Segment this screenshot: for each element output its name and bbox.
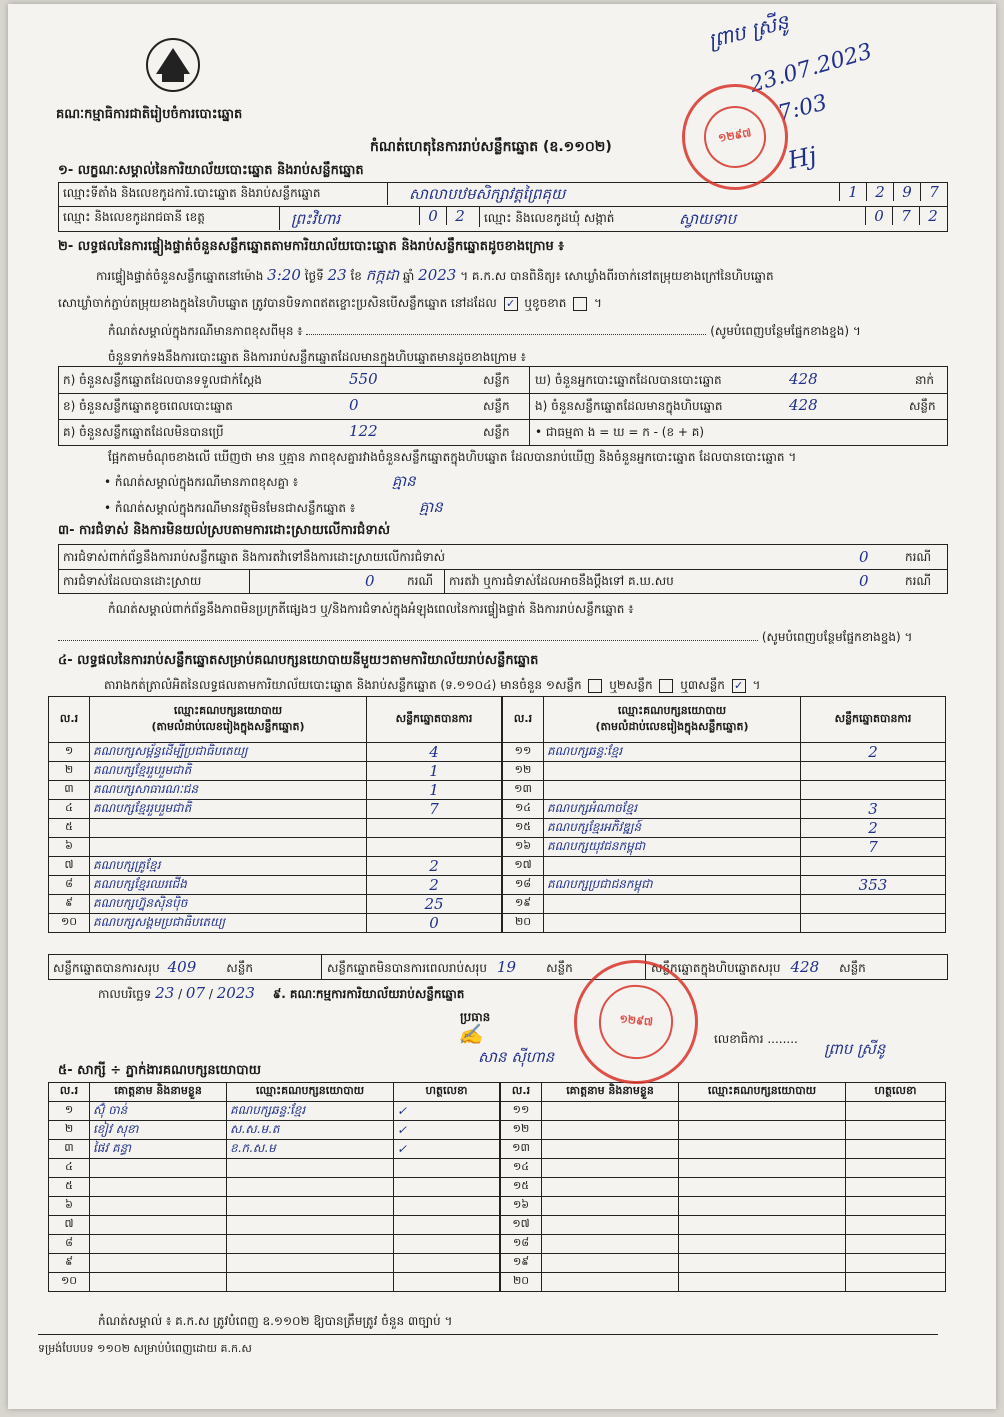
results-table-right	[502, 696, 946, 933]
row-number: ៨	[49, 876, 90, 895]
row-number: ១១	[503, 743, 544, 762]
unit-label: ករណី	[407, 574, 434, 588]
result-row	[503, 857, 946, 876]
witness-row	[501, 1140, 946, 1159]
witness-name	[90, 1197, 227, 1216]
result-row	[49, 800, 502, 819]
discrepancy-line: ផ្អែកតាមចំណុចខាងលើ ឃើញថា មាន ឬគ្មាន ភាពខុសគ្នារវាងចំនួនសន្លឹកឆ្នោតក្នុងហិបឆ្នោត ដែលបានរាប់ឃើញ និងចំនួនអ្នកបោះឆ្នោត ដែលបានបោះឆ្នោត ។	[108, 450, 797, 464]
commune-value: ស្វាយទាប	[679, 210, 737, 228]
count-table	[58, 366, 948, 446]
witness-table-right	[500, 1082, 946, 1292]
witness-party	[679, 1197, 846, 1216]
witness-party	[227, 1254, 394, 1273]
row-number: ៣	[49, 1140, 90, 1159]
witness-party	[679, 1102, 846, 1121]
result-row	[503, 838, 946, 857]
party-name	[544, 914, 801, 933]
party-name: គណបក្សអំណាចខ្មែរ	[544, 800, 801, 819]
witness-signature[interactable]: ✓	[394, 1140, 500, 1159]
unit-label: សន្លឹក	[483, 373, 510, 387]
witness-name	[90, 1216, 227, 1235]
witness-name: ស៊ុំ ចាន់	[90, 1102, 227, 1121]
witness-signature[interactable]	[846, 1254, 946, 1273]
foreign-object-note: • កំណត់សម្គាល់ក្នុងករណីមានវត្ថុមិនមែនជាសន្លឹកឆ្នោត ៖ គ្មាន	[104, 498, 443, 516]
diff-value: គ្មាន	[391, 472, 416, 490]
vote-count	[367, 838, 502, 857]
witness-signature[interactable]: ✓	[394, 1121, 500, 1140]
result-row	[49, 762, 502, 781]
witness-row	[501, 1121, 946, 1140]
row-number: ២	[49, 762, 90, 781]
result-row	[49, 819, 502, 838]
witness-row	[49, 1197, 500, 1216]
witness-row	[501, 1159, 946, 1178]
witness-party: ស.ស.ម.ត	[227, 1121, 394, 1140]
col-party: ឈ្មោះគណបក្សនយោបាយ (តាមលំដាប់លេខរៀងក្នុងសន្លឹកឆ្នោត)	[544, 697, 801, 743]
witness-party	[679, 1121, 846, 1140]
unit-label: សន្លឹក	[483, 425, 510, 439]
col-no: ល.រ	[49, 697, 90, 743]
witness-name	[542, 1235, 679, 1254]
col-no: ល.រ	[49, 1083, 90, 1102]
damaged-checkbox[interactable]	[573, 297, 587, 311]
vote-count: 0	[367, 914, 502, 933]
vote-count	[801, 857, 946, 876]
witness-party	[227, 1197, 394, 1216]
result-row	[49, 781, 502, 800]
witness-row	[501, 1102, 946, 1121]
col-name: គោត្តនាម និងនាមខ្លួន	[542, 1083, 679, 1102]
result-row	[49, 838, 502, 857]
result-row	[503, 914, 946, 933]
vote-count: 2	[801, 819, 946, 838]
witness-signature[interactable]	[846, 1273, 946, 1292]
verify-time: 3:20	[267, 266, 301, 284]
party-name: គណបក្សសម្ព័ន្ធដើម្បីប្រជាធិបតេយ្យ	[90, 743, 367, 762]
result-row	[503, 819, 946, 838]
col-name: គោត្តនាម និងនាមខ្លួន	[90, 1083, 227, 1102]
witness-row	[49, 1121, 500, 1140]
vote-count: 25	[367, 895, 502, 914]
row-number: ៥	[49, 1178, 90, 1197]
unit-label: ករណី	[905, 574, 932, 588]
irregularity-note: កំណត់សម្គាល់ពាក់ព័ន្ធនឹងភាពមិនប្រក្រតីផ្សេងៗ ឬ/និងការជំទាស់ក្នុងអំឡុងពេលនៃការផ្ទៀងផ្ទាត់ និងការរាប់សន្លឹកឆ្នោត ៖	[108, 602, 634, 616]
witness-party	[679, 1273, 846, 1292]
col-votes: សន្លឹកឆ្នោតបានការ	[801, 697, 946, 743]
row-number: ៩	[49, 895, 90, 914]
result-row	[503, 762, 946, 781]
row-number: ១៦	[503, 838, 544, 857]
date-year: 2023	[216, 984, 255, 1002]
witness-party	[227, 1273, 394, 1292]
witness-signature[interactable]	[394, 1216, 500, 1235]
difference-note: កំណត់សម្គាល់ក្នុងករណីមានភាពខុសពីមុន ៖ (សូមបំពេញបន្ថែមផ្នែកខាងខ្នង) ។	[108, 324, 861, 338]
vote-count	[367, 819, 502, 838]
row-number: ៦	[49, 1197, 90, 1216]
vote-count: 1	[367, 781, 502, 800]
row-number: ៤	[49, 800, 90, 819]
witness-signature[interactable]	[394, 1197, 500, 1216]
section3-heading: ៣- ការជំទាស់ និងការមិនយល់ស្របតាមការដោះស្រាយលើការជំទាស់	[58, 523, 390, 538]
row-number: ១៥	[503, 819, 544, 838]
col-no: ល.រ	[501, 1083, 542, 1102]
emblem-logo	[140, 34, 206, 96]
result-row	[503, 800, 946, 819]
irregularity-fill: (សូមបំពេញបន្ថែមផ្នែកខាងខ្នង) ។	[58, 630, 912, 644]
section4-heading: ៤- លទ្ធផលនៃការរាប់សន្លឹកឆ្នោតសម្រាប់គណបក្សនយោបាយនីមួយៗតាមការិយាល័យរាប់សន្លឹកឆ្នោត	[58, 653, 539, 668]
unused-label: គ) ចំនួនសន្លឹកឆ្នោតដែលមិនបានប្រើ	[63, 425, 224, 439]
row-number: ១០	[49, 1273, 90, 1292]
chair-label: ប្រធាន	[460, 1010, 491, 1024]
total-in-box: សន្លឹកឆ្នោតក្នុងហិបឆ្នោតសរុប 428 សន្លឹក	[651, 958, 866, 976]
party-name: គណបក្សគ្រូខ្មែរ	[90, 857, 367, 876]
vote-count: 2	[367, 857, 502, 876]
col-votes: សន្លឹកឆ្នោតបានការ	[367, 697, 502, 743]
resolved-value: 0	[365, 572, 375, 590]
result-row	[503, 895, 946, 914]
witness-name	[542, 1273, 679, 1292]
witness-name	[542, 1121, 679, 1140]
location-label: ឈ្មោះទីតាំង និងលេខកូដការិ.បោះឆ្នោត និងរាប់សន្លឹកឆ្នោត	[63, 186, 321, 200]
row-number: ៨	[49, 1235, 90, 1254]
witness-signature[interactable]	[394, 1273, 500, 1292]
spoiled-label: ខ) ចំនួនសន្លឹកឆ្នោតខូចពេលបោះឆ្នោត	[63, 399, 233, 413]
vote-count: 7	[801, 838, 946, 857]
result-row	[503, 876, 946, 895]
witness-signature[interactable]	[846, 1235, 946, 1254]
result-row	[503, 743, 946, 762]
objections-table	[58, 544, 948, 594]
unit-label: នាក់	[915, 373, 935, 387]
witness-name	[90, 1178, 227, 1197]
witness-party: ខ.ក.ស.ម	[227, 1140, 394, 1159]
witness-party	[679, 1254, 846, 1273]
witness-party	[227, 1178, 394, 1197]
unit-label: ករណី	[905, 550, 932, 564]
secretary-name: ព្រាប ស្រីនូ	[824, 1040, 886, 1058]
witness-signature[interactable]	[394, 1235, 500, 1254]
col-party: ឈ្មោះគណបក្សនយោបាយ (តាមលំដាប់លេខរៀងក្នុងសន្លឹកឆ្នោត)	[90, 697, 367, 743]
party-name: គណបក្សខ្មែរអភិវឌ្ឍន៍	[544, 819, 801, 838]
vote-count: 2	[801, 743, 946, 762]
intact-checkbox[interactable]: ✓	[504, 297, 518, 311]
witness-party	[679, 1140, 846, 1159]
party-name	[544, 762, 801, 781]
received-value: 550	[349, 370, 378, 388]
top-date: 23.07.2023	[746, 39, 875, 98]
witness-name	[542, 1254, 679, 1273]
vote-count: 2	[367, 876, 502, 895]
witness-name	[542, 1140, 679, 1159]
row-number: ២	[49, 1121, 90, 1140]
vote-count: 3	[801, 800, 946, 819]
witness-row	[49, 1216, 500, 1235]
in-box-label: ង) ចំនួនសន្លឹកឆ្នោតដែលមានក្នុងហិបឆ្នោត	[535, 399, 723, 413]
witness-name: ខៀវ សុខា	[90, 1121, 227, 1140]
foreign-object-value: គ្មាន	[418, 498, 443, 516]
diff-note: • កំណត់សម្គាល់ក្នុងករណីមានភាពខុសគ្នា ៖ គ្មាន	[104, 472, 416, 490]
party-name	[544, 781, 801, 800]
witness-party	[679, 1216, 846, 1235]
appeal-label: ការតវ៉ា ឬការជំទាស់ដែលអាចនឹងប្តឹងទៅ គ.ឃ.សប	[449, 574, 674, 588]
top-initials: Hj	[785, 141, 819, 175]
in-box-value: 428	[789, 396, 818, 414]
form-code: ទម្រង់បែបបទ ១១០២ សម្រាប់បំពេញដោយ គ.ក.ស	[38, 1342, 252, 1355]
vote-count	[801, 762, 946, 781]
unit-label: សន្លឹក	[909, 399, 936, 413]
official-stamp-bottom: ១២៩៧	[568, 954, 704, 1090]
witness-name: ផៃវ គន្ធា	[90, 1140, 227, 1159]
witness-signature[interactable]	[846, 1121, 946, 1140]
col-no: ល.រ	[503, 697, 544, 743]
form-page	[8, 4, 996, 1409]
witness-signature[interactable]	[394, 1254, 500, 1273]
row-number: ១២	[501, 1121, 542, 1140]
section5-heading: ៥- សាក្សី ÷ ភ្នាក់ងារគណបក្សនយោបាយ	[58, 1063, 261, 1078]
total-valid: សន្លឹកឆ្នោតបានការសរុប 409 សន្លឹក	[53, 958, 253, 976]
footnote: កំណត់សម្គាល់ ៖ គ.ក.ស ត្រូវបំពេញ ឧ.១១០២ ឱ្យបានត្រឹមត្រូវ ចំនួន ៣ច្បាប់ ។	[98, 1314, 453, 1328]
witness-signature[interactable]	[846, 1159, 946, 1178]
witness-signature[interactable]	[846, 1197, 946, 1216]
vote-count	[801, 895, 946, 914]
row-number: ៩	[49, 1254, 90, 1273]
secretary-label: លេខាធិការ ........	[714, 1032, 798, 1046]
row-number: ១៨	[503, 876, 544, 895]
verify-line: ការផ្ទៀងផ្ទាត់ចំនួនសន្លឹកឆ្នោតនៅម៉ោង 3:20 ថ្ងៃទី 23 ខែ កក្កដា ឆ្នាំ 2023 ។ គ.ក.ស បានពិនិត្យ៖ សោឃ្លាំងពីរចាក់នៅតម្រុយខាងក្រៅនៃហិបឆ្នោត	[96, 266, 774, 284]
date-day: 23	[155, 984, 175, 1002]
province-value: ព្រះវិហារ	[291, 210, 341, 228]
top-time: 7:03	[775, 90, 830, 127]
witness-party	[679, 1178, 846, 1197]
party-name: គណបក្សខ្មែររួបរួមជាតិ	[90, 800, 367, 819]
witness-name	[542, 1159, 679, 1178]
voters-value: 428	[789, 370, 818, 388]
form-title: កំណត់ហេតុនៃការរាប់សន្លឹកឆ្នោត (ឧ.១១០២)	[370, 139, 612, 155]
seal-line: សោឃ្លាំចាក់ភ្ជាប់តម្រុយខាងក្នុងនៃហិបឆ្នោត ត្រូវបានបិទភាពឥតខ្ចោះប្រសិនបើសន្លឹកឆ្នោត នៅដដែល ✓ ឬខូចខាត ។	[58, 296, 602, 310]
results-table-left	[48, 696, 502, 933]
date-month: 07	[185, 984, 206, 1002]
party-name: គណបក្សយុវជនកម្ពុជា	[544, 838, 801, 857]
party-name: គណបក្សហ្វ៊ុនស៊ិនប៉ិច	[90, 895, 367, 914]
witness-row	[501, 1197, 946, 1216]
witness-name	[542, 1216, 679, 1235]
witness-signature[interactable]	[846, 1102, 946, 1121]
witness-name	[542, 1197, 679, 1216]
result-row	[503, 781, 946, 800]
witness-name	[90, 1254, 227, 1273]
witness-table-left	[48, 1082, 500, 1292]
commune-label: ឈ្មោះ និងលេខកូដឃុំ សង្កាត់	[479, 207, 614, 227]
row-number: ៦	[49, 838, 90, 857]
witness-signature[interactable]	[394, 1178, 500, 1197]
date-line: កាលបរិច្ឆេទ 23 / 07 / 2023 ៩. គណៈកម្មការការិយាល័យរាប់សន្លឹកឆ្នោត	[98, 984, 465, 1002]
row-number: ៧	[49, 857, 90, 876]
witness-row	[501, 1254, 946, 1273]
witness-signature[interactable]	[846, 1178, 946, 1197]
row-number: ៧	[49, 1216, 90, 1235]
result-row	[49, 895, 502, 914]
party-name	[544, 857, 801, 876]
row-number: ១៣	[503, 781, 544, 800]
witness-party	[227, 1159, 394, 1178]
witness-name	[90, 1273, 227, 1292]
three-sheet-checkbox[interactable]: ✓	[732, 679, 746, 693]
row-number: ១៦	[501, 1197, 542, 1216]
total-invalid: សន្លឹកឆ្នោតមិនបានការពេលរាប់សរុប 19 សន្លឹក	[327, 958, 573, 976]
objections-value: 0	[859, 548, 869, 566]
witness-name	[90, 1235, 227, 1254]
col-sign: ហត្ថលេខា	[846, 1083, 946, 1102]
two-sheet-checkbox[interactable]	[659, 679, 673, 693]
party-name	[90, 838, 367, 857]
vote-count: 353	[801, 876, 946, 895]
resolved-label: ការជំទាស់ដែលបានដោះស្រាយ	[63, 574, 202, 588]
verify-year: 2023	[418, 266, 457, 284]
row-number: ១៥	[501, 1178, 542, 1197]
party-name	[90, 819, 367, 838]
row-number: ១៤	[501, 1159, 542, 1178]
row-number: ១០	[49, 914, 90, 933]
chair-name: សាន ស៊ីហាន	[478, 1048, 555, 1066]
committee-name: គណៈកម្មាធិការជាតិរៀបចំការបោះឆ្នោត	[56, 107, 243, 122]
witness-row	[501, 1216, 946, 1235]
vote-count	[801, 914, 946, 933]
witness-row	[49, 1273, 500, 1292]
voters-label: ឃ) ចំនួនអ្នកបោះឆ្នោតដែលបានបោះឆ្នោត	[535, 373, 722, 387]
party-name: គណបក្សប្រជាជនកម្ពុជា	[544, 876, 801, 895]
unused-value: 122	[349, 422, 378, 440]
row-number: ១៨	[501, 1235, 542, 1254]
province-code: 0 2	[419, 207, 473, 225]
party-name: គណបក្សខ្មែររួបរួមជាតិ	[90, 762, 367, 781]
party-name	[544, 895, 801, 914]
objections-label: ការជំទាស់ពាក់ព័ន្ធនឹងការរាប់សន្លឹកឆ្នោត និងការតវ៉ាទៅនឹងការដោះស្រាយលើការជំទាស់	[63, 550, 446, 564]
party-name: គណបក្សសាធារណៈជន	[90, 781, 367, 800]
location-code: 1 2 9 7	[839, 183, 947, 201]
witness-row	[49, 1254, 500, 1273]
witness-row	[501, 1178, 946, 1197]
col-party: ឈ្មោះគណបក្សនយោបាយ	[227, 1083, 394, 1102]
section1-heading: ១- លក្ខណៈសម្គាល់នៃការិយាល័យបោះឆ្នោត និងរាប់សន្លឹកឆ្នោត	[58, 163, 364, 178]
result-row	[49, 914, 502, 933]
formula: • ជាធម្មតា ង = ឃ = ក - (ខ + គ)	[535, 425, 705, 439]
result-row	[49, 876, 502, 895]
vote-count: 1	[367, 762, 502, 781]
row-number: ៤	[49, 1159, 90, 1178]
official-stamp-top: ១២៩៧	[674, 76, 797, 199]
section2-heading: ២- លទ្ធផលនៃការផ្ទៀងផ្ទាត់ចំនួនសន្លឹកឆ្នោតតាមការិយាល័យបោះឆ្នោត និងរាប់សន្លឹកឆ្នោតដូចខាងក្រោម ៖	[58, 239, 564, 254]
row-number: ២០	[503, 914, 544, 933]
witness-signature[interactable]	[394, 1159, 500, 1178]
detail-sheet-line: តារាងកត់ត្រាលំអិតនៃលទ្ធផលតាមការិយាល័យបោះឆ្នោត និងរាប់សន្លឹកឆ្នោត (ទ.១១០៤) មានចំនួន ១សន្លឹក ឬ២សន្លឹក ឬ៣សន្លឹក ✓ ។	[104, 678, 761, 692]
witness-row	[501, 1235, 946, 1254]
row-number: ១៩	[503, 895, 544, 914]
vote-count	[801, 781, 946, 800]
witness-party	[679, 1235, 846, 1254]
row-number: ២០	[501, 1273, 542, 1292]
witness-row	[49, 1140, 500, 1159]
verify-day: 23	[327, 266, 347, 284]
verify-month: កក្កដា	[365, 266, 400, 284]
witness-row	[49, 1178, 500, 1197]
row-number: ១១	[501, 1102, 542, 1121]
received-label: ក) ចំនួនសន្លឹកឆ្នោតដែលបានទទួលជាក់ស្តែង	[63, 373, 262, 387]
witness-party	[227, 1235, 394, 1254]
chair-signature: ✍	[458, 1022, 483, 1046]
result-row	[49, 857, 502, 876]
witness-name	[542, 1178, 679, 1197]
vote-count: 4	[367, 743, 502, 762]
section1-table	[58, 182, 948, 232]
party-name: គណបក្សឆន្ទៈខ្មែរ	[544, 743, 801, 762]
witness-signature[interactable]	[846, 1140, 946, 1159]
row-number: ១៣	[501, 1140, 542, 1159]
province-label: ឈ្មោះ និងលេខកូដរាជធានី ខេត្ត	[63, 210, 205, 224]
party-name: គណបក្សខ្មែរឈរជើង	[90, 876, 367, 895]
witness-name	[90, 1159, 227, 1178]
commune-code: 0 7 2	[865, 207, 946, 225]
spoiled-value: 0	[349, 396, 359, 414]
party-name: គណបក្សសង្គមប្រជាធិបតេយ្យ	[90, 914, 367, 933]
witness-party: គណបក្សឆន្ទៈខ្មែរ	[227, 1102, 394, 1121]
row-number: ១៤	[503, 800, 544, 819]
unit-label: សន្លឹក	[483, 399, 510, 413]
row-number: ១	[49, 743, 90, 762]
row-number: ៣	[49, 781, 90, 800]
row-number: ១៩	[501, 1254, 542, 1273]
col-party: ឈ្មោះគណបក្សនយោបាយ	[679, 1083, 846, 1102]
count-intro: ចំនួនទាក់ទងនឹងការបោះឆ្នោត និងការរាប់សន្លឹកឆ្នោតដែលមានក្នុងហិបឆ្នោតមានដូចខាងក្រោម ៖	[108, 350, 526, 364]
witness-row	[501, 1273, 946, 1292]
row-number: ៥	[49, 819, 90, 838]
witness-signature[interactable]	[846, 1216, 946, 1235]
totals-row	[48, 954, 948, 980]
appeal-value: 0	[859, 572, 869, 590]
witness-party	[227, 1216, 394, 1235]
witness-row	[49, 1159, 500, 1178]
top-handwriting: ព្រាប ស្រីនូ	[705, 9, 791, 53]
vote-count: 7	[367, 800, 502, 819]
location-value: សាលាបឋមសិក្សាវត្តព្រៃគុយ	[409, 185, 566, 203]
one-sheet-checkbox[interactable]	[588, 679, 602, 693]
row-number: ១៧	[501, 1216, 542, 1235]
row-number: ១	[49, 1102, 90, 1121]
col-sign: ហត្ថលេខា	[394, 1083, 500, 1102]
witness-row	[49, 1102, 500, 1121]
result-row	[49, 743, 502, 762]
row-number: ១២	[503, 762, 544, 781]
row-number: ១៧	[503, 857, 544, 876]
witness-signature[interactable]: ✓	[394, 1102, 500, 1121]
witness-name	[542, 1102, 679, 1121]
witness-party	[679, 1159, 846, 1178]
witness-row	[49, 1235, 500, 1254]
